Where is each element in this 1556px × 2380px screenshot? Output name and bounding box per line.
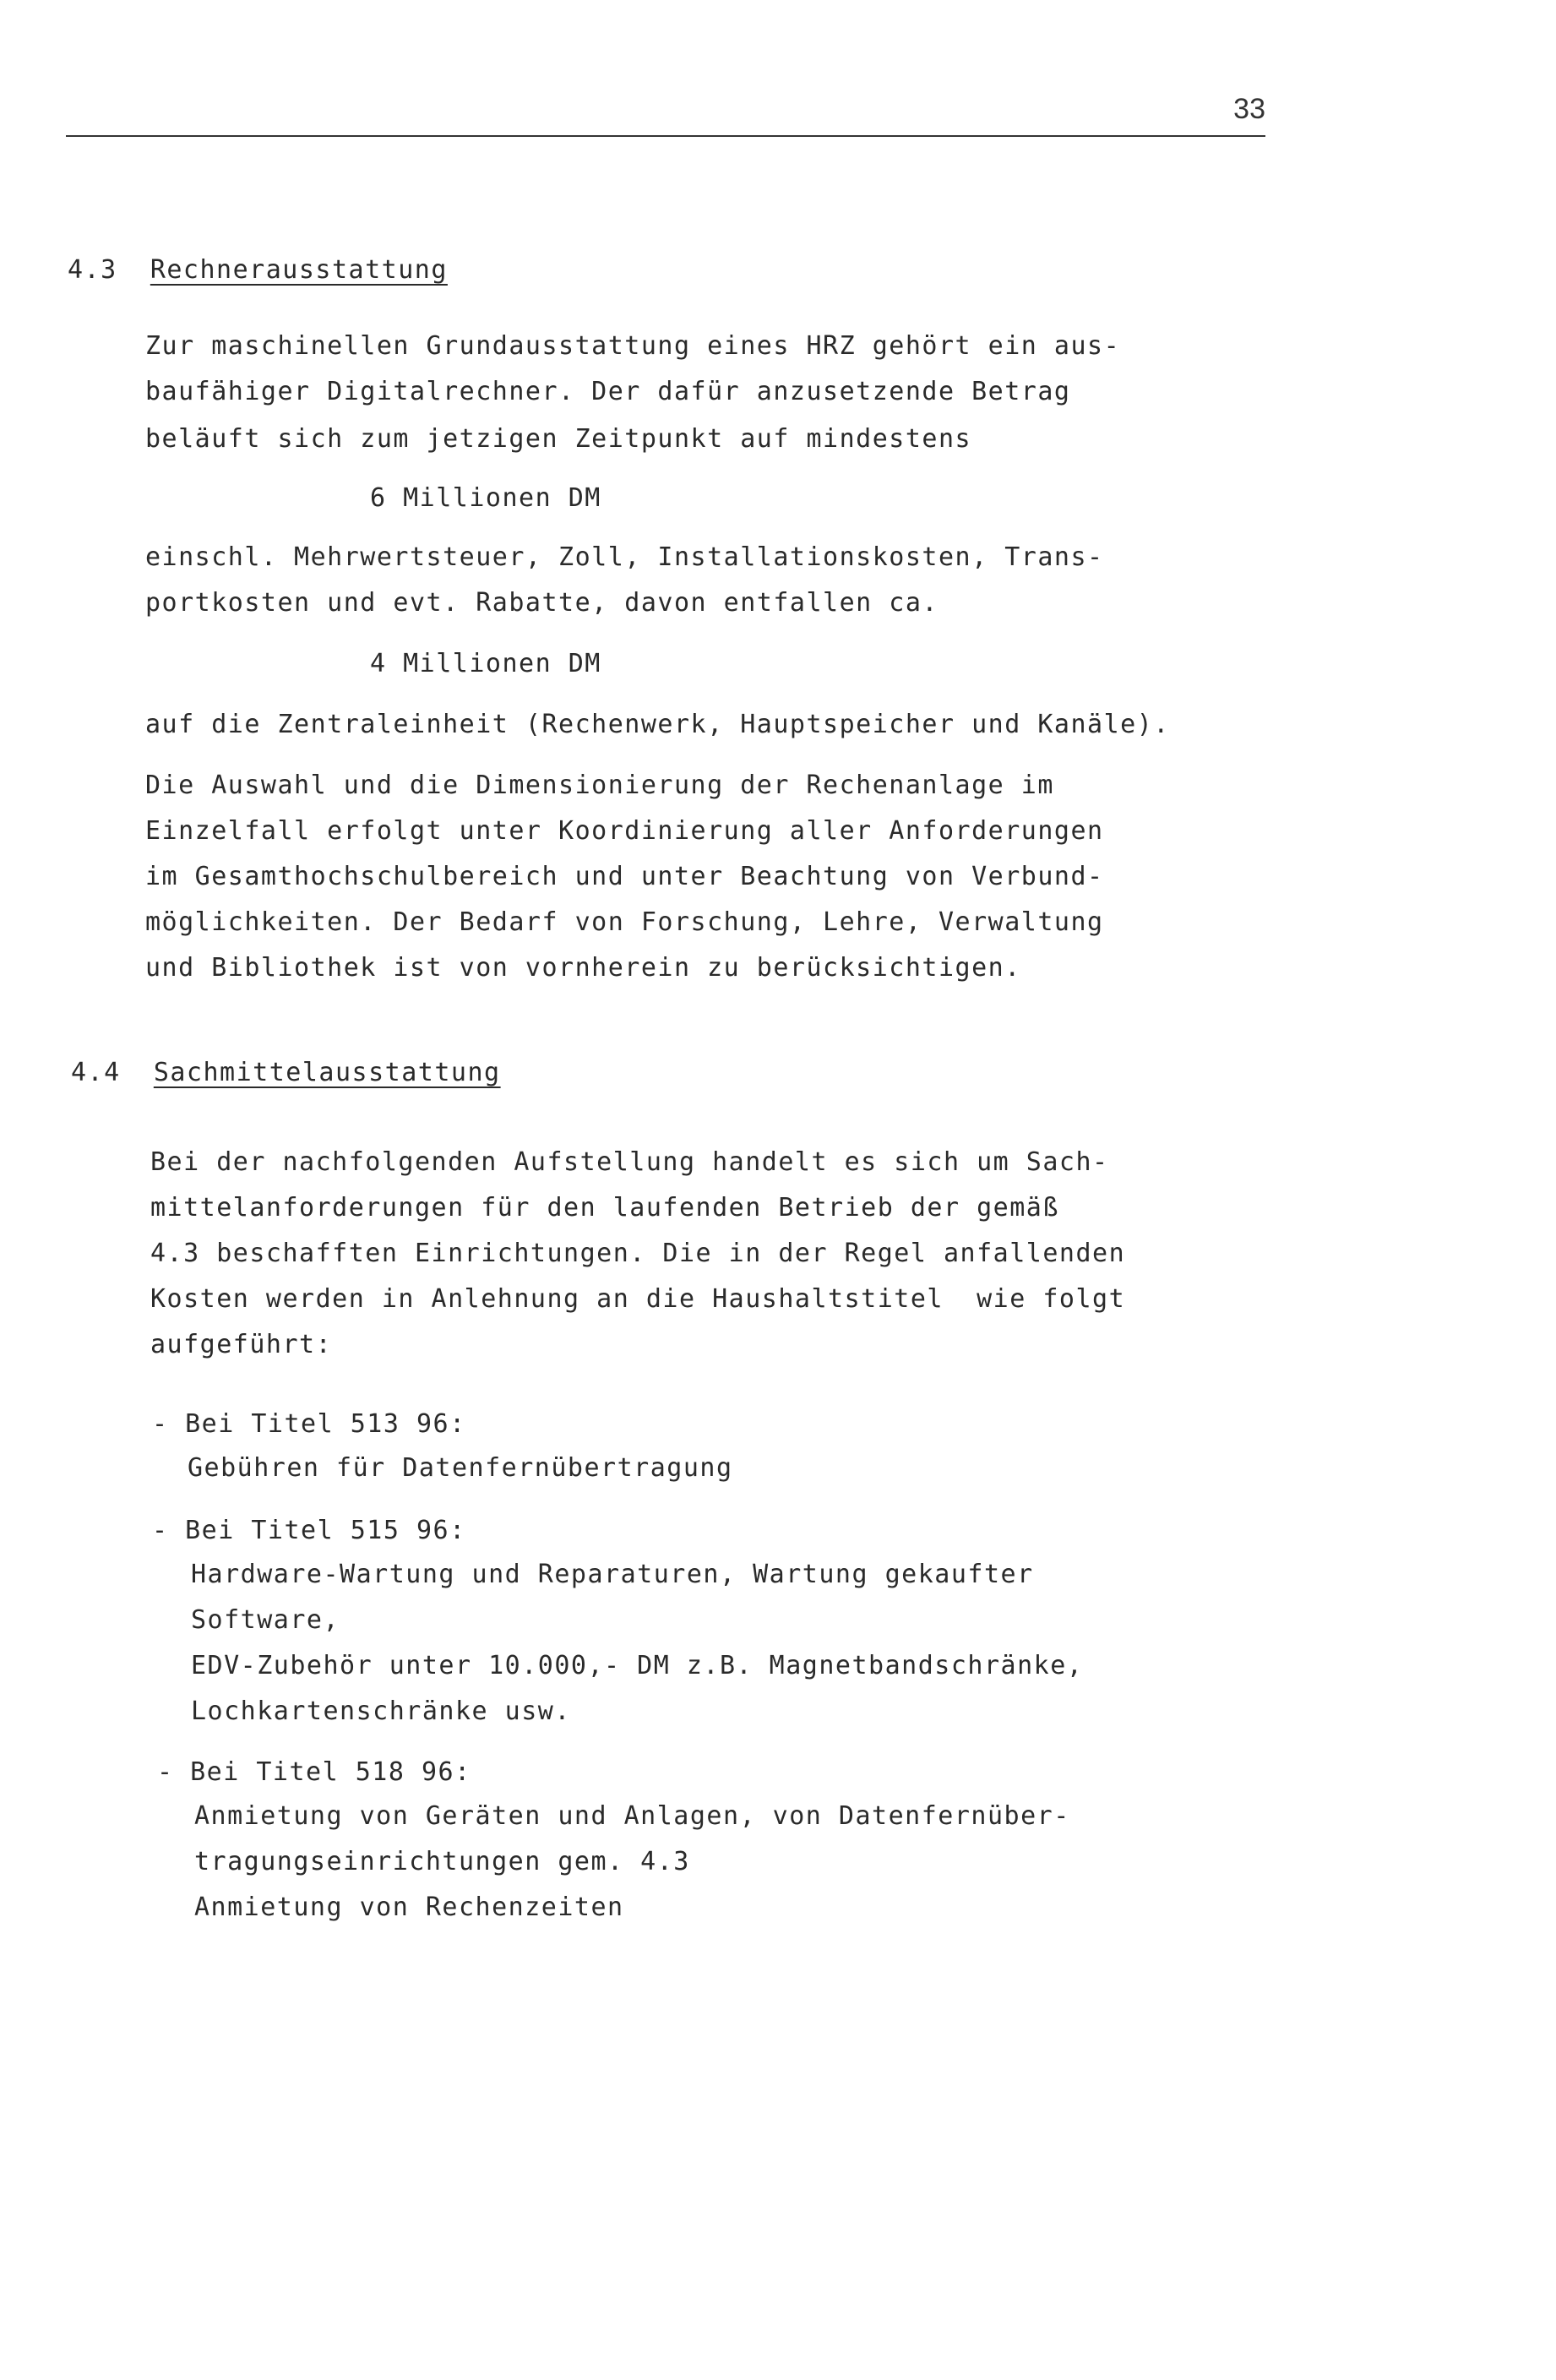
section-4-3-heading — [68, 255, 448, 285]
paragraph-line: im Gesamthochschulbereich und unter Beachtung von Verbund- — [145, 862, 1104, 891]
section-number: 4.4 — [71, 1058, 121, 1087]
list-item-line: Lochkartenschränke usw. — [191, 1696, 571, 1726]
list-item-label: - Bei Titel 515 96: — [152, 1516, 466, 1545]
paragraph-line: Bei der nachfolgenden Aufstellung handelt es sich um Sach- — [150, 1147, 1109, 1177]
list-item-line: Anmietung von Rechenzeiten — [194, 1893, 624, 1922]
paragraph-line: portkosten und evt. Rabatte, davon entfallen ca. — [145, 588, 938, 618]
section-title: Rechnerausstattung — [150, 255, 448, 285]
header-rule — [66, 135, 1265, 137]
paragraph-line: und Bibliothek ist von vornherein zu berücksichtigen. — [145, 953, 1021, 983]
paragraph-line: auf die Zentraleinheit (Rechenwerk, Hauptspeicher und Kanäle). — [145, 710, 1170, 739]
section-4-4-heading — [71, 1058, 501, 1087]
paragraph-line: Einzelfall erfolgt unter Koordinierung aller Anforderungen — [145, 816, 1104, 846]
paragraph-line: Die Auswahl und die Dimensionierung der Rechenanlage im — [145, 771, 1054, 800]
paragraph-line: aufgeführt: — [150, 1330, 333, 1359]
amount-line: 4 Millionen DM — [370, 649, 601, 678]
list-item-line: Gebühren für Datenfernübertragung — [188, 1453, 733, 1483]
amount-line: 6 Millionen DM — [370, 483, 601, 513]
paragraph-line: möglichkeiten. Der Bedarf von Forschung, Lehre, Verwaltung — [145, 907, 1104, 937]
list-item-line: EDV-Zubehör unter 10.000,- DM z.B. Magnetbandschränke, — [191, 1651, 1084, 1680]
paragraph-line: 4.3 beschafften Einrichtungen. Die in der Regel anfallenden — [150, 1239, 1126, 1268]
paragraph-line: Kosten werden in Anlehnung an die Haushaltstitel wie folgt — [150, 1284, 1126, 1314]
list-item-line: Hardware-Wartung und Reparaturen, Wartung gekaufter — [191, 1560, 1034, 1589]
paragraph-line: baufähiger Digitalrechner. Der dafür anzusetzende Betrag — [145, 377, 1071, 406]
list-item-label: - Bei Titel 513 96: — [152, 1409, 466, 1439]
list-item-label: - Bei Titel 518 96: — [157, 1757, 471, 1787]
page-number: 33 — [1233, 93, 1265, 125]
section-number: 4.3 — [68, 255, 117, 285]
paragraph-line: mittelanforderungen für den laufenden Betrieb der gemäß — [150, 1193, 1059, 1223]
list-item-line: Anmietung von Geräten und Anlagen, von Datenfernüber- — [194, 1801, 1070, 1831]
list-item-line: Software, — [191, 1605, 340, 1635]
section-title: Sachmittelausstattung — [153, 1058, 501, 1087]
paragraph-line: Zur maschinellen Grundausstattung eines HRZ gehört ein aus- — [145, 331, 1121, 361]
list-item-line: tragungseinrichtungen gem. 4.3 — [194, 1847, 690, 1876]
paragraph-line: beläuft sich zum jetzigen Zeitpunkt auf mindestens — [145, 424, 972, 454]
paragraph-line: einschl. Mehrwertsteuer, Zoll, Installationskosten, Trans- — [145, 542, 1104, 572]
